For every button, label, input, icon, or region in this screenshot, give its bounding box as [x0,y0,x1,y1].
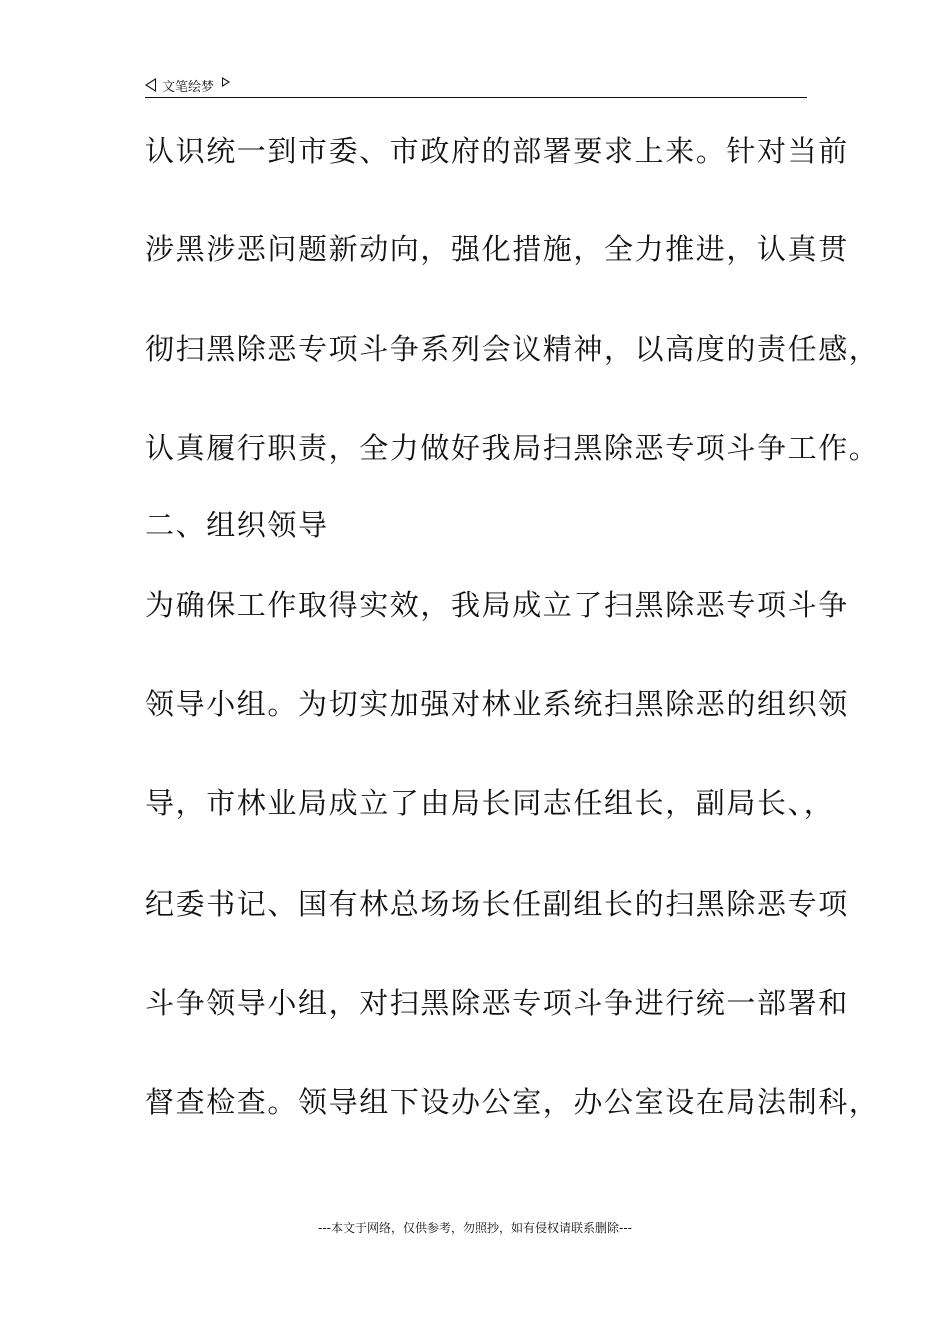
text-line: 彻扫黑除恶专项斗争系列会议精神，以高度的责任感， [145,332,880,366]
text-line: 领导小组。为切实加强对林业系统扫黑除恶的组织领 [145,687,849,721]
footer-notice: ---本文于网络，仅供参考，勿照抄，如有侵权请联系删除--- [318,1221,632,1235]
triangle-left-icon [145,78,156,92]
header-title: 文笔绘梦 [162,79,215,95]
page-header [145,74,230,96]
text-line: 为确保工作取得实效，我局成立了扫黑除恶专项斗争 [145,588,849,622]
header-divider [145,97,807,98]
text-line: 纪委书记、国有林总场场长任副组长的扫黑除恶专项 [145,887,849,921]
text-line: 认真履行职责，全力做好我局扫黑除恶专项斗争工作。 [145,431,880,465]
triangle-right-icon [222,77,230,87]
text-line: 认识统一到市委、市政府的部署要求上来。针对当前 [145,134,849,168]
section-heading: 二、组织领导 [145,508,329,542]
text-line: 导，市林业局成立了由局长同志任组长，副局长、， [145,786,835,820]
text-line: 督查检查。领导组下设办公室，办公室设在局法制科， [145,1085,880,1119]
text-line: 斗争领导小组，对扫黑除恶专项斗争进行统一部署和 [145,986,849,1020]
text-line: 涉黑涉恶问题新动向，强化措施，全力推进，认真贯 [145,232,849,266]
